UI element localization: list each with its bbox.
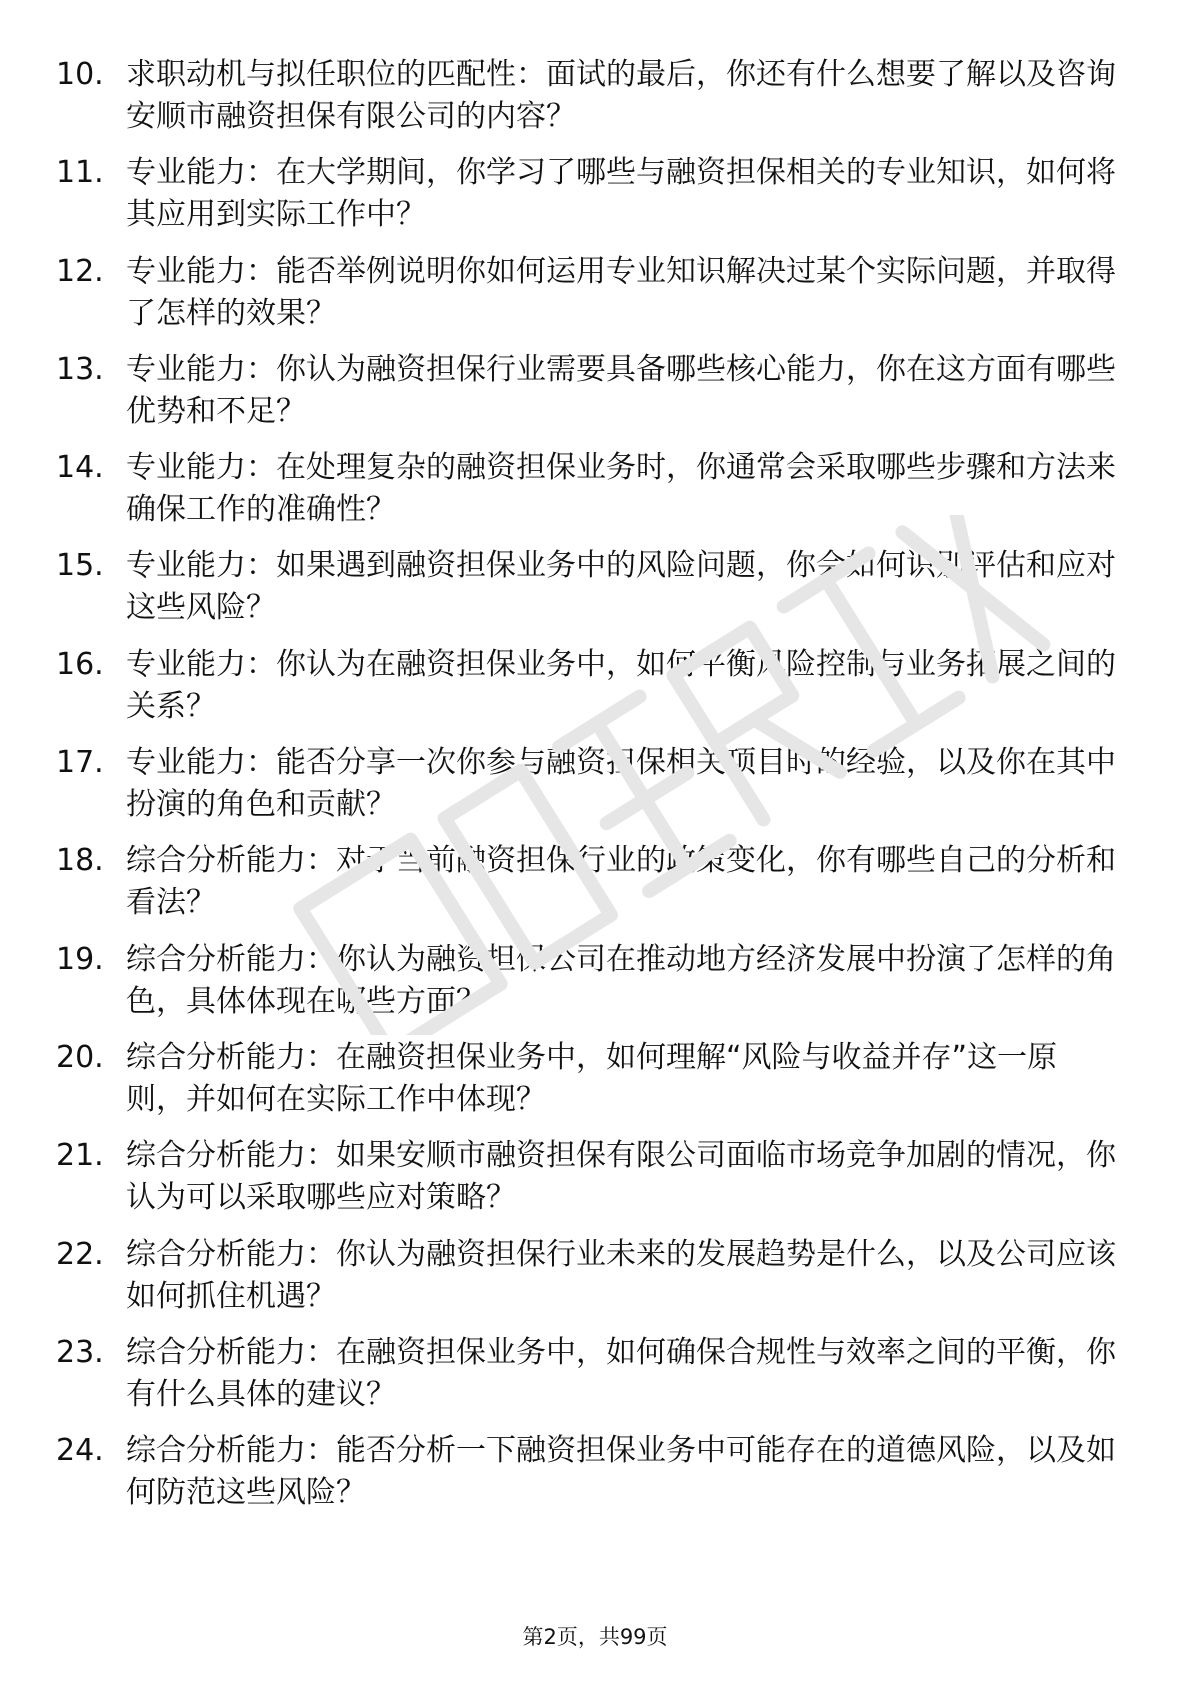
question-text: 综合分析能力：你认为融资担保公司在推动地方经济发展中扮演了怎样的角色，具体体现在哪些方面？ [126, 941, 1116, 1019]
question-item [56, 1135, 1116, 1219]
question-number: 12. [56, 253, 104, 289]
question-number: 22. [56, 1236, 104, 1272]
question-text: 综合分析能力：在融资担保业务中，如何理解“风险与收益并存”这一原则，并如何在实际工作中体现？ [126, 1039, 1058, 1117]
question-number: 10. [56, 57, 104, 92]
question-number: 23. [56, 1334, 104, 1370]
question-item [56, 1037, 1116, 1121]
question-text: 专业能力：在大学期间，你学习了哪些与融资担保相关的专业知识，如何将其应用到实际工作中？ [126, 155, 1116, 233]
question-item [56, 840, 1116, 924]
question-item [56, 545, 1116, 629]
question-number: 18. [56, 843, 104, 879]
question-number: 21. [56, 1138, 104, 1174]
question-text: 专业能力：你认为融资担保行业需要具备哪些核心能力，你在这方面有哪些优势和不足？ [126, 351, 1116, 429]
question-list [56, 54, 1116, 1528]
question-number: 16. [56, 646, 104, 682]
question-item [56, 447, 1116, 531]
question-number: 11. [56, 155, 104, 191]
question-text: 专业能力：能否分享一次你参与融资担保相关项目时的经验，以及你在其中扮演的角色和贡献？ [126, 745, 1116, 823]
question-text: 专业能力：在处理复杂的融资担保业务时，你通常会采取哪些步骤和方法来确保工作的准确性？ [126, 450, 1116, 528]
question-text: 求职动机与拟任职位的匹配性：面试的最后，你还有什么想要了解以及咨询安顺市融资担保有限公司的内容？ [126, 57, 1116, 134]
question-text: 专业能力：你认为在融资担保业务中，如何平衡风险控制与业务拓展之间的关系？ [126, 646, 1116, 724]
question-item [56, 349, 1116, 433]
question-item [56, 152, 1116, 236]
question-item [56, 1234, 1116, 1318]
question-number: 13. [56, 351, 104, 387]
question-text: 综合分析能力：能否分析一下融资担保业务中可能存在的道德风险，以及如何防范这些风险？ [126, 1433, 1116, 1511]
question-number: 15. [56, 548, 104, 584]
question-number: 19. [56, 941, 104, 977]
question-item [56, 742, 1116, 826]
question-text: 专业能力：如果遇到融资担保业务中的风险问题，你会如何识别评估和应对这些风险？ [126, 548, 1116, 626]
question-text: 综合分析能力：你认为融资担保行业未来的发展趋势是什么，以及公司应该如何抓住机遇？ [126, 1236, 1116, 1314]
question-item [56, 54, 1116, 138]
question-text: 综合分析能力：如果安顺市融资担保有限公司面临市场竞争加剧的情况，你认为可以采取哪些应对策略？ [126, 1138, 1116, 1216]
question-item [56, 939, 1116, 1023]
question-item [56, 1430, 1116, 1514]
question-item [56, 251, 1116, 335]
question-number: 24. [56, 1433, 104, 1469]
question-text: 综合分析能力：在融资担保业务中，如何确保合规性与效率之间的平衡，你有什么具体的建议？ [126, 1334, 1116, 1412]
question-number: 14. [56, 450, 104, 486]
question-item [56, 1332, 1116, 1416]
question-item [56, 644, 1116, 728]
question-text: 综合分析能力：对于当前融资担保行业的政策变化，你有哪些自己的分析和看法？ [126, 843, 1116, 921]
question-number: 20. [56, 1039, 104, 1075]
question-text: 专业能力：能否举例说明你如何运用专业知识解决过某个实际问题，并取得了怎样的效果？ [126, 253, 1116, 331]
page-footer: 第2页，共99页 [522, 1625, 668, 1649]
question-number: 17. [56, 745, 104, 781]
